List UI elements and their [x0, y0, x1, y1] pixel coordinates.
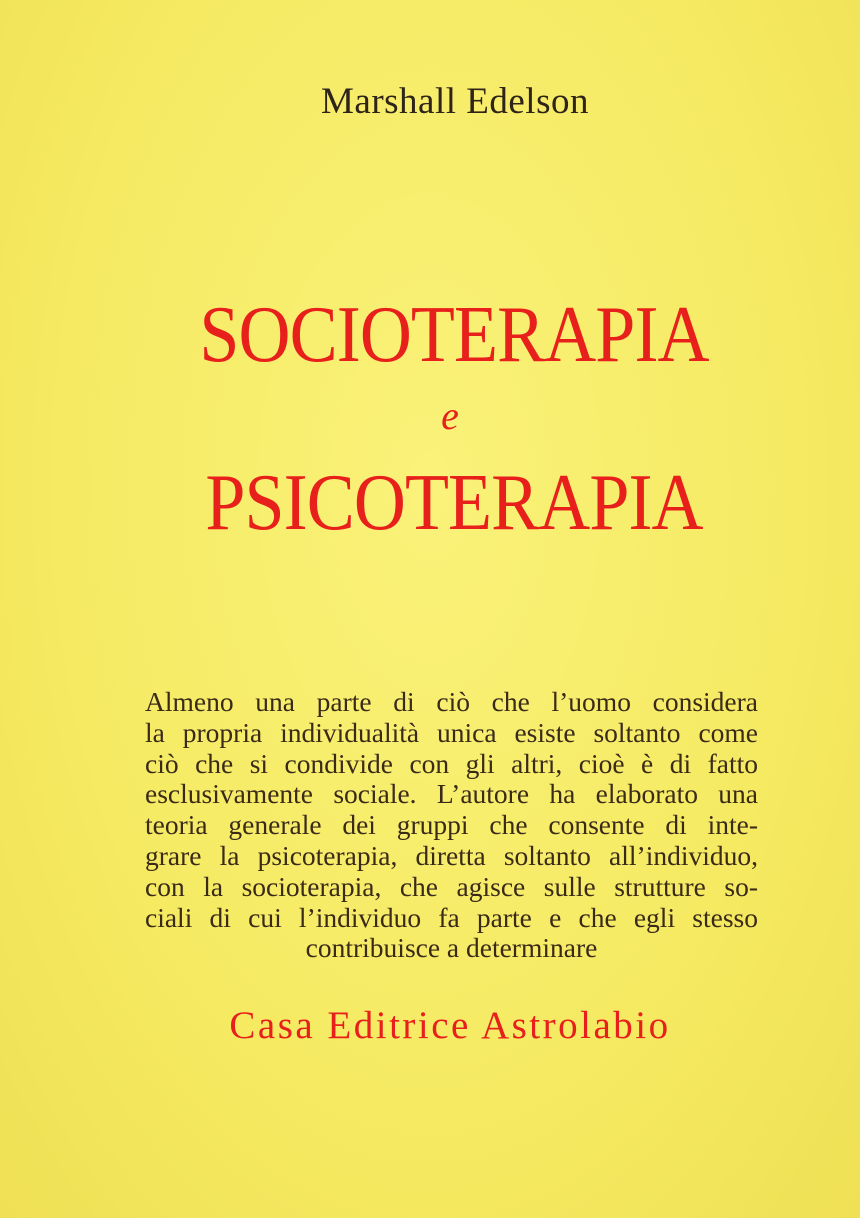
blurb-line: Almeno una parte di ciò che l’uomo considera — [145, 686, 758, 717]
author-name: Marshall Edelson — [321, 81, 589, 122]
blurb-line: ciali di cui l’individuo fa parte e che egli stesso — [145, 901, 758, 933]
title-line-1: SOCIOTERAPIA — [199, 291, 709, 379]
blurb-line: con la socioterapia, che agisce sulle strutture so- — [145, 870, 758, 902]
blurb-line: contribuisce a determinare — [305, 932, 598, 964]
blurb-line: la propria individualità unica esiste soltanto come — [145, 716, 758, 748]
blurb-line: grare la psicoterapia, diretta soltanto all’individuo, — [145, 839, 758, 871]
blurb-line: esclusivamente sociale. L’autore ha elaborato una — [145, 778, 758, 810]
blurb — [145, 687, 758, 964]
title-line-2: PSICOTERAPIA — [205, 459, 703, 547]
publisher-name: Casa Editrice Astrolabio — [229, 1004, 671, 1047]
blurb-line: teoria generale dei gruppi che consente di inte- — [145, 809, 758, 841]
blurb-line: ciò che si condivide con gli altri, cioè è di fatto — [145, 747, 758, 779]
title-conjunction: e — [441, 393, 459, 438]
